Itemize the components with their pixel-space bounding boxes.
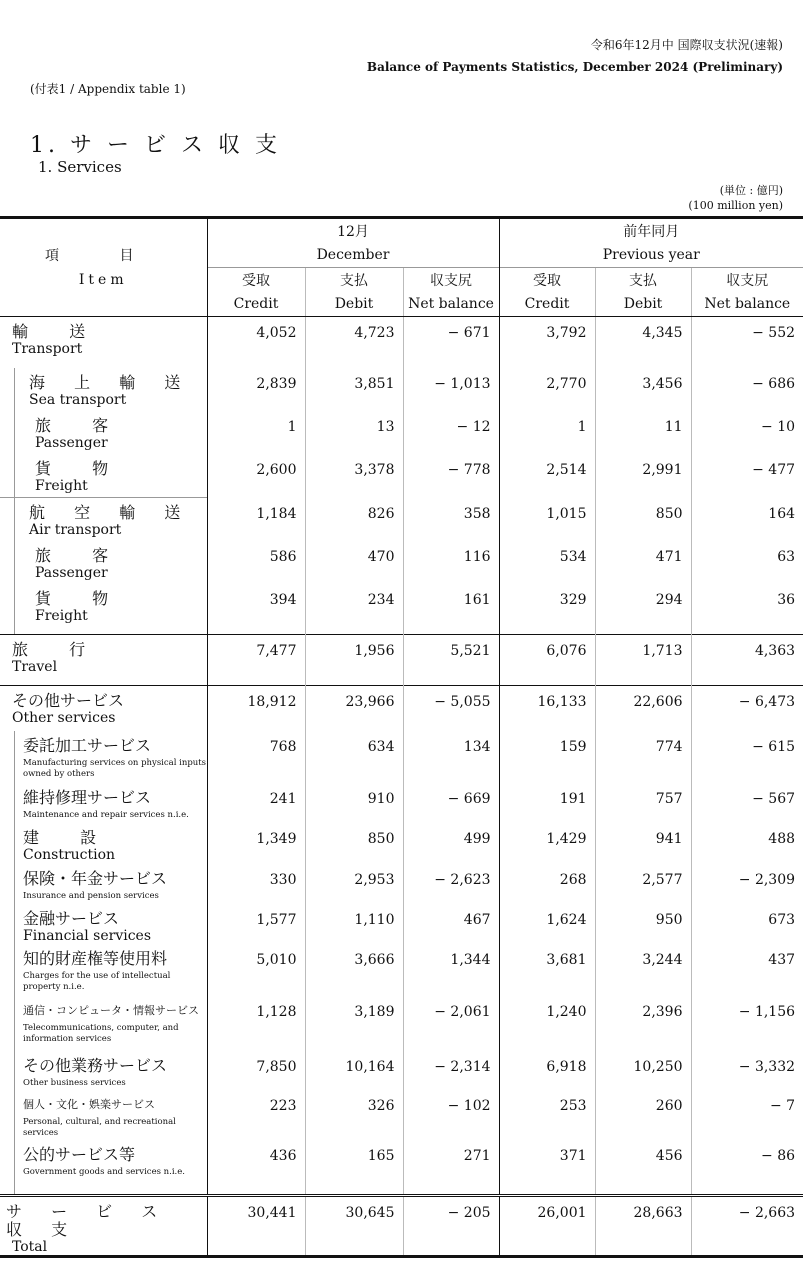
credit-cell: 223 [207,1090,305,1140]
prev-credit-cell: 191 [499,783,595,823]
prev-net-balance-cell: − 477 [691,454,803,498]
prev-debit-cell: 456 [595,1140,691,1196]
table-row [0,783,803,823]
table-row [0,864,803,904]
prev-debit-cell: 3,456 [595,368,691,411]
net-header-jp: 収支尻 [403,268,499,293]
prev-credit-cell: 1,624 [499,904,595,944]
credit-cell: 1 [207,411,305,454]
prev-net-balance-cell: − 2,663 [691,1196,803,1257]
row-label-en: Passenger [35,565,108,581]
prev-debit-cell: 260 [595,1090,691,1140]
row-label-en: Government goods and services n.i.e. [23,1167,185,1177]
debit-header-en: Debit [305,292,403,317]
prev-net-balance-cell: − 2,309 [691,864,803,904]
row-label-jp: 委託加工サービス [23,736,152,755]
prev-credit-cell: 268 [499,864,595,904]
debit-cell: 826 [305,498,403,542]
prev-net-balance-cell: 4,363 [691,635,803,686]
table-row [0,1140,803,1196]
net-balance-cell: − 5,055 [403,686,499,732]
prev-debit-cell: 757 [595,783,691,823]
row-label-jp: 貨 物 [35,459,127,478]
prev-net-balance-cell: − 10 [691,411,803,454]
table-row [0,368,803,411]
prev-debit-cell: 10,250 [595,1051,691,1090]
prev-credit-cell: 6,076 [499,635,595,686]
table-row [0,904,803,944]
net-balance-cell: − 205 [403,1196,499,1257]
prev-debit-cell: 3,244 [595,944,691,996]
table-row [0,317,803,369]
row-label-jp: 公的サービス等 [23,1145,136,1164]
prev-debit-cell: 4,345 [595,317,691,369]
row-label-en: Sea transport [29,392,127,408]
prev-credit-cell: 3,792 [499,317,595,369]
row-label-en: Travel [12,659,58,675]
prev-credit-cell: 6,918 [499,1051,595,1090]
net-balance-cell: 134 [403,731,499,783]
prev-net-header-jp: 収支尻 [691,268,803,293]
debit-cell: 326 [305,1090,403,1140]
table-row [0,584,803,635]
appendix-label: (付表1 / Appendix table 1) [30,82,186,96]
prev-net-balance-cell: − 1,156 [691,996,803,1051]
prev-credit-cell: 1,240 [499,996,595,1051]
debit-cell: 30,645 [305,1196,403,1257]
prev-net-balance-cell: − 567 [691,783,803,823]
prev-debit-cell: 774 [595,731,691,783]
december-header-jp: 12月 [207,218,499,244]
debit-cell: 634 [305,731,403,783]
prev-credit-cell: 253 [499,1090,595,1140]
prev-credit-cell: 534 [499,541,595,584]
table-row [0,541,803,584]
net-balance-cell: 271 [403,1140,499,1196]
net-balance-cell: − 669 [403,783,499,823]
row-label-jp: 個人・文化・娯楽サービス [23,1098,155,1111]
prev-credit-header-jp: 受取 [499,268,595,293]
prev-net-balance-cell: − 86 [691,1140,803,1196]
net-balance-cell: 5,521 [403,635,499,686]
row-label-jp: 旅 客 [35,546,127,565]
row-label-en: Telecommunications, computer, and information services [23,1023,179,1044]
prev-credit-cell: 3,681 [499,944,595,996]
net-balance-cell: − 2,623 [403,864,499,904]
prev-net-balance-cell: − 615 [691,731,803,783]
prev-debit-cell: 2,396 [595,996,691,1051]
prev-credit-cell: 2,514 [499,454,595,498]
credit-cell: 394 [207,584,305,635]
unit-label-en: (100 million yen) [688,199,783,212]
net-balance-cell: − 778 [403,454,499,498]
prev-debit-cell: 950 [595,904,691,944]
row-label-en: Insurance and pension services [23,891,159,901]
prev-debit-cell: 2,577 [595,864,691,904]
row-label-en: Charges for the use of intellectual property n.i.e. [23,971,171,992]
row-label-en: Other business services [23,1078,126,1088]
table-row [0,944,803,996]
prev-credit-cell: 16,133 [499,686,595,732]
report-title-jp: 令和6年12月中 国際収支状況(速報) [590,38,783,52]
net-balance-cell: 467 [403,904,499,944]
prev-debit-cell: 2,991 [595,454,691,498]
table-row [0,635,803,686]
row-label-en: Air transport [29,522,122,538]
prev-year-header-jp: 前年同月 [499,218,803,244]
table-row [0,1196,803,1257]
net-balance-cell: − 671 [403,317,499,369]
services-table [0,216,803,1258]
row-label-jp: 貨 物 [35,589,127,608]
debit-header-jp: 支払 [305,268,403,293]
row-label-jp: 保険・年金サービス [23,869,168,888]
row-label-jp: その他業務サービス [23,1056,168,1075]
net-balance-cell: − 1,013 [403,368,499,411]
debit-cell: 3,666 [305,944,403,996]
debit-cell: 4,723 [305,317,403,369]
prev-net-balance-cell: − 686 [691,368,803,411]
credit-cell: 1,128 [207,996,305,1051]
debit-cell: 850 [305,823,403,864]
section-title-jp: 1. サ ー ビ ス 収 支 [30,133,281,158]
credit-cell: 768 [207,731,305,783]
credit-cell: 2,600 [207,454,305,498]
debit-cell: 910 [305,783,403,823]
credit-cell: 5,010 [207,944,305,996]
debit-cell: 234 [305,584,403,635]
debit-cell: 3,189 [305,996,403,1051]
table-row [0,686,803,732]
debit-cell: 13 [305,411,403,454]
credit-header-jp: 受取 [207,268,305,293]
row-label-en: Other services [12,710,116,726]
credit-cell: 4,052 [207,317,305,369]
row-label-jp: その他サービス [12,691,125,710]
table-row [0,454,803,498]
row-label-jp: 通信・コンピュータ・情報サービス [23,1004,199,1017]
prev-net-balance-cell: 63 [691,541,803,584]
prev-net-balance-cell: − 552 [691,317,803,369]
prev-credit-cell: 1,429 [499,823,595,864]
prev-credit-cell: 1,015 [499,498,595,542]
credit-cell: 30,441 [207,1196,305,1257]
row-label-jp: 知的財産権等使用料 [23,949,168,968]
section-title-en: 1. Services [38,158,122,176]
december-header-en: December [207,243,499,268]
debit-cell: 3,851 [305,368,403,411]
net-balance-cell: 499 [403,823,499,864]
prev-net-balance-cell: − 7 [691,1090,803,1140]
row-label-en: Total [12,1239,48,1255]
prev-debit-cell: 941 [595,823,691,864]
net-balance-cell: 161 [403,584,499,635]
credit-cell: 18,912 [207,686,305,732]
row-label-jp: 建 設 [23,828,115,847]
row-label-jp: 旅 行 [12,640,104,659]
prev-debit-cell: 28,663 [595,1196,691,1257]
row-label-jp: 金融サービス [23,909,120,928]
net-balance-cell: − 2,061 [403,996,499,1051]
net-balance-cell: − 2,314 [403,1051,499,1090]
table-row [0,996,803,1051]
row-label-en: Financial services [23,928,152,944]
net-balance-cell: − 102 [403,1090,499,1140]
prev-debit-cell: 22,606 [595,686,691,732]
net-balance-cell: 116 [403,541,499,584]
row-label-en: Personal, cultural, and recreational services [23,1117,176,1138]
debit-cell: 1,110 [305,904,403,944]
table-row [0,731,803,783]
debit-cell: 165 [305,1140,403,1196]
row-label-jp: サ ー ビ ス 収 支 [6,1202,170,1239]
table-row [0,823,803,864]
row-label-en: Manufacturing services on physical inputs owned by others [23,758,207,779]
credit-cell: 1,184 [207,498,305,542]
prev-debit-cell: 471 [595,541,691,584]
row-label-jp: 維持修理サービス [23,788,152,807]
row-label-en: Construction [23,847,116,863]
credit-header-en: Credit [207,292,305,317]
prev-debit-header-jp: 支払 [595,268,691,293]
row-label-jp: 航 空 輸 送 [29,503,193,522]
prev-credit-cell: 159 [499,731,595,783]
row-label-en: Transport [12,341,83,357]
prev-debit-cell: 11 [595,411,691,454]
row-label-en: Freight [35,478,88,494]
prev-debit-header-en: Debit [595,292,691,317]
prev-net-header-en: Net balance [691,292,803,317]
net-header-en: Net balance [403,292,499,317]
net-balance-cell: 358 [403,498,499,542]
credit-cell: 330 [207,864,305,904]
debit-cell: 23,966 [305,686,403,732]
prev-net-balance-cell: 488 [691,823,803,864]
credit-cell: 436 [207,1140,305,1196]
credit-cell: 1,349 [207,823,305,864]
debit-cell: 2,953 [305,864,403,904]
prev-net-balance-cell: 673 [691,904,803,944]
prev-credit-cell: 26,001 [499,1196,595,1257]
row-label-jp: 旅 客 [35,416,127,435]
row-label-jp: 輸 送 [12,322,104,341]
prev-credit-header-en: Credit [499,292,595,317]
net-balance-cell: 1,344 [403,944,499,996]
debit-cell: 10,164 [305,1051,403,1090]
credit-cell: 1,577 [207,904,305,944]
table-row [0,411,803,454]
prev-net-balance-cell: 437 [691,944,803,996]
credit-cell: 241 [207,783,305,823]
row-label-en: Freight [35,608,88,624]
prev-debit-cell: 294 [595,584,691,635]
prev-debit-cell: 850 [595,498,691,542]
report-title-en: Balance of Payments Statistics, December 2024 (Preliminary) [366,60,783,74]
prev-net-balance-cell: − 6,473 [691,686,803,732]
debit-cell: 470 [305,541,403,584]
prev-net-balance-cell: 36 [691,584,803,635]
prev-credit-cell: 371 [499,1140,595,1196]
row-label-en: Passenger [35,435,108,451]
debit-cell: 3,378 [305,454,403,498]
credit-cell: 7,850 [207,1051,305,1090]
credit-cell: 7,477 [207,635,305,686]
debit-cell: 1,956 [305,635,403,686]
prev-credit-cell: 329 [499,584,595,635]
item-header: 項 目 Item [45,247,162,288]
net-balance-cell: − 12 [403,411,499,454]
prev-debit-cell: 1,713 [595,635,691,686]
table-row [0,1090,803,1140]
prev-year-header-en: Previous year [499,243,803,268]
table-row [0,1051,803,1090]
prev-credit-cell: 1 [499,411,595,454]
credit-cell: 586 [207,541,305,584]
unit-label-jp: (単位 : 億円) [719,184,783,197]
prev-net-balance-cell: − 3,332 [691,1051,803,1090]
prev-net-balance-cell: 164 [691,498,803,542]
row-label-jp: 海 上 輸 送 [29,373,193,392]
credit-cell: 2,839 [207,368,305,411]
table-row [0,498,803,542]
prev-credit-cell: 2,770 [499,368,595,411]
row-label-en: Maintenance and repair services n.i.e. [23,810,189,820]
